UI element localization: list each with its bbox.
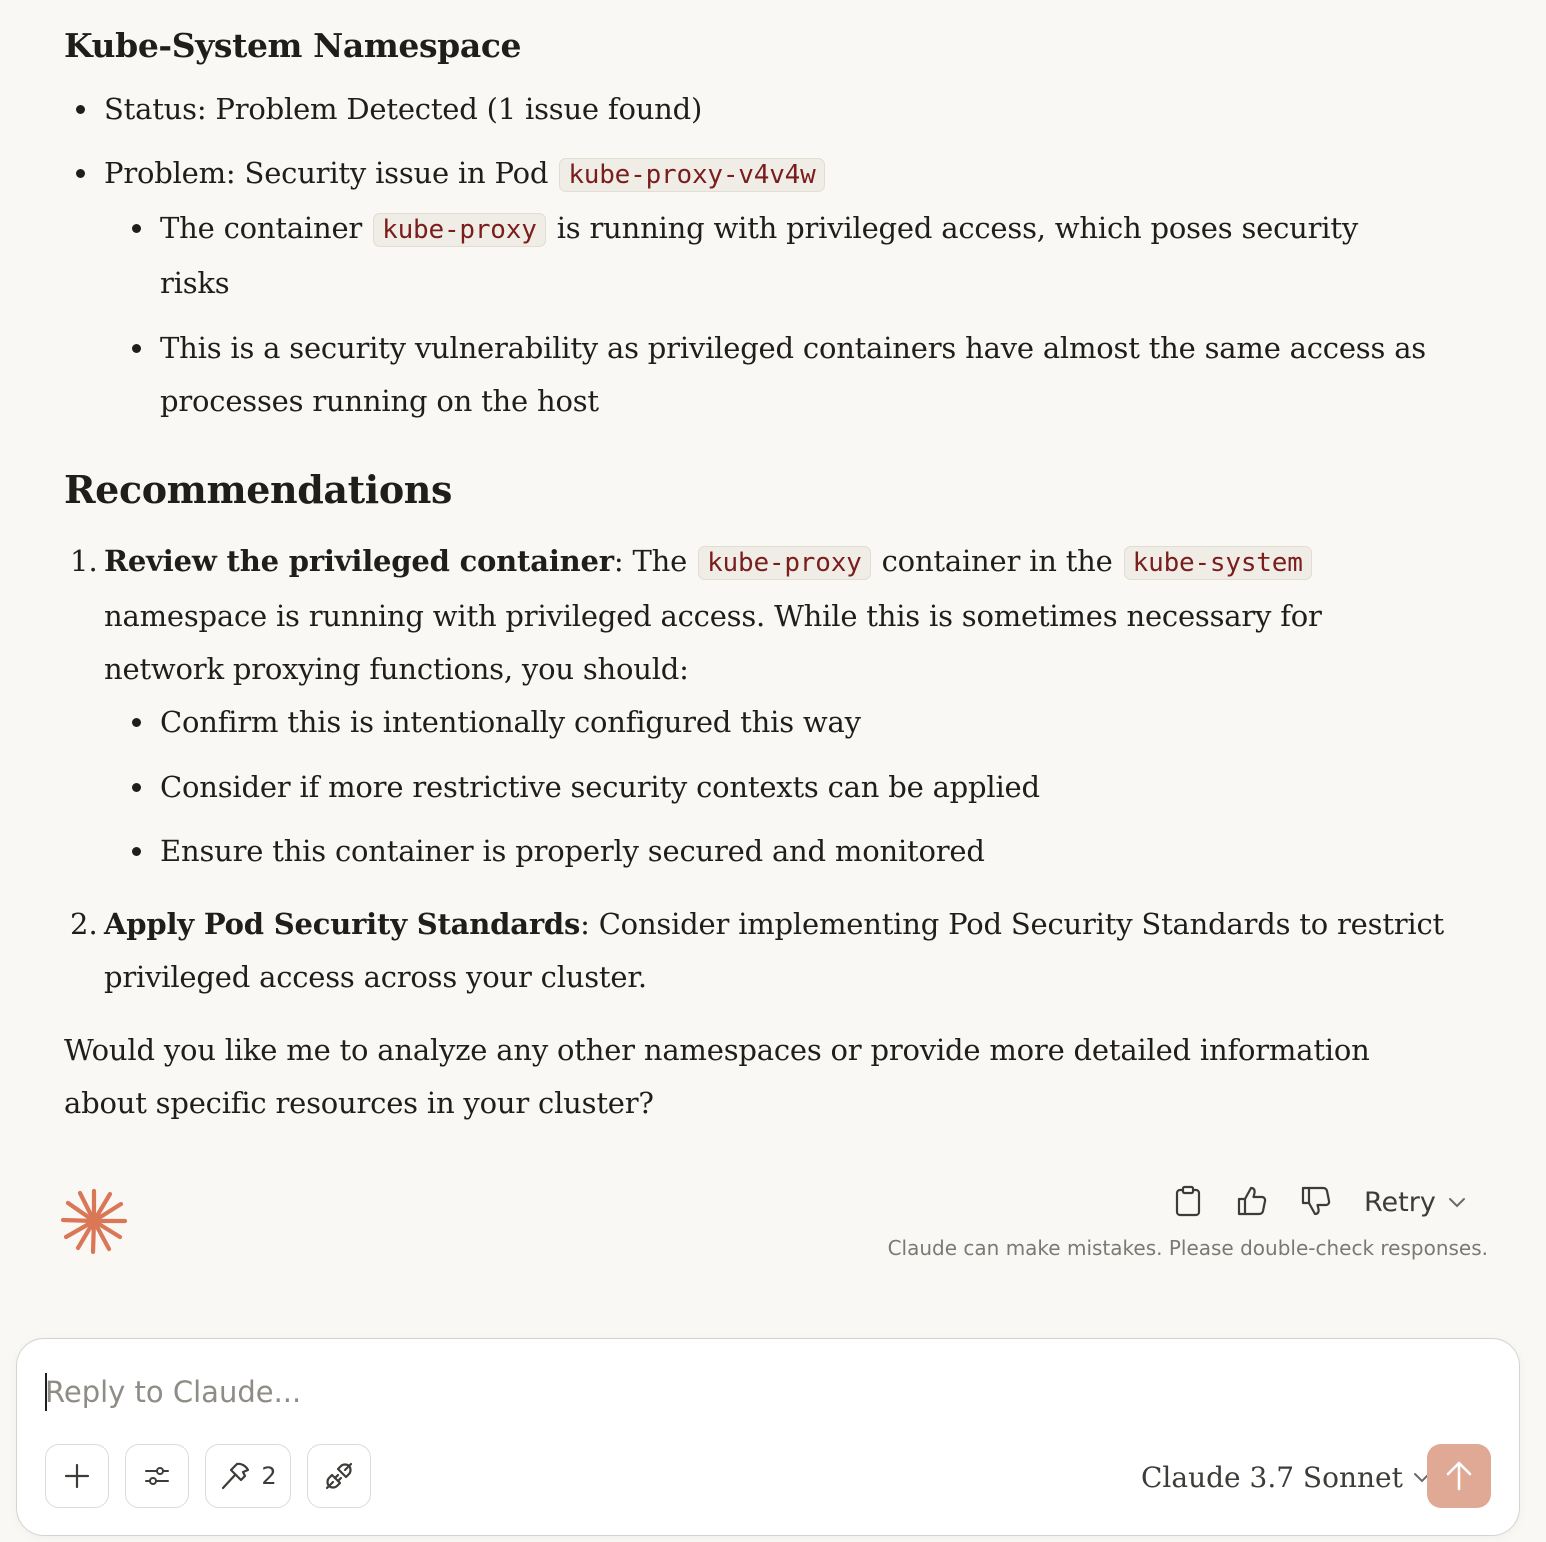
clipboard-icon: [1174, 1185, 1202, 1217]
send-button[interactable]: [1427, 1444, 1491, 1508]
add-attachment-button[interactable]: [45, 1444, 109, 1508]
arrow-up-icon: [1445, 1461, 1473, 1491]
rec1-bullet: Ensure this container is properly secured and monitored: [160, 834, 985, 868]
rec1-code-namespace: kube-system: [1124, 546, 1312, 580]
sub1-prefix: The container: [160, 211, 372, 245]
kube-system-heading: Kube-System Namespace: [64, 26, 522, 65]
tools-count: 2: [261, 1462, 277, 1490]
sliders-icon: [144, 1464, 170, 1488]
rec1-bullet: Confirm this is intentionally configured this way: [160, 705, 861, 739]
sub-bullet-1-line2: risks: [160, 266, 230, 300]
model-selector[interactable]: [1141, 1457, 1431, 1497]
copy-button[interactable]: [1171, 1184, 1205, 1218]
rec2-line2: privileged access across your cluster.: [104, 960, 647, 994]
reply-composer: [16, 1338, 1520, 1536]
bullet: [76, 105, 85, 114]
sub-bullet-2-line1: This is a security vulnerability as privileged containers have almost the same access as: [160, 331, 1426, 365]
disclaimer-text: Claude can make mistakes. Please double-check responses.: [887, 1236, 1488, 1260]
rec1-line2: namespace is running with privileged access. While this is sometimes necessary for: [104, 599, 1322, 633]
bullet: [132, 718, 141, 727]
status-line: Status: Problem Detected (1 issue found): [104, 92, 703, 126]
thumbs-down-button[interactable]: [1299, 1184, 1333, 1218]
thumbs-up-icon: [1236, 1185, 1268, 1217]
recommendations-heading: Recommendations: [64, 467, 453, 512]
closing-line1: Would you like me to analyze any other namespaces or provide more detailed information: [64, 1033, 1370, 1067]
chevron-down-icon: [1448, 1196, 1466, 1208]
rec1-code-proxy: kube-proxy: [698, 546, 871, 580]
integrations-button[interactable]: [307, 1444, 371, 1508]
rec1-text1: : The: [613, 544, 697, 578]
claude-logo-icon: [60, 1187, 128, 1255]
closing-line2: about specific resources in your cluster?: [64, 1086, 654, 1120]
rec1-bullet: Consider if more restrictive security contexts can be applied: [160, 770, 1040, 804]
plus-icon: [64, 1463, 90, 1489]
reply-input[interactable]: [45, 1369, 1445, 1415]
problem-prefix: Problem: Security issue in Pod: [104, 156, 558, 190]
model-name: Claude 3.7 Sonnet: [1141, 1460, 1403, 1494]
bullet: [76, 169, 85, 178]
thumbs-down-icon: [1300, 1185, 1332, 1217]
list-number: 2.: [70, 907, 98, 941]
sub1-suffix: is running with privileged access, which poses security: [547, 211, 1359, 245]
rec2-text: : Consider implementing Pod Security Standards to restrict: [580, 907, 1445, 941]
bullet: [132, 783, 141, 792]
rec1-line3: network proxying functions, you should:: [104, 652, 689, 686]
sub-bullet-1-line1: [160, 208, 1358, 250]
tools-button[interactable]: [205, 1444, 291, 1508]
bullet: [132, 847, 141, 856]
list-number: 1.: [70, 544, 98, 578]
pod-name-code: kube-proxy-v4v4w: [559, 158, 824, 192]
bullet: [132, 344, 141, 353]
retry-label: Retry: [1364, 1186, 1436, 1218]
rec1-line1: [104, 541, 1314, 583]
container-code: kube-proxy: [373, 213, 546, 247]
thumbs-up-button[interactable]: [1235, 1184, 1269, 1218]
bullet: [132, 224, 141, 233]
problem-line: [104, 153, 827, 195]
hammer-icon: [219, 1461, 251, 1491]
rec2-title: Apply Pod Security Standards: [104, 907, 581, 941]
rec1-title: Review the privileged container: [104, 544, 614, 578]
retry-button[interactable]: [1364, 1184, 1466, 1220]
settings-button[interactable]: [125, 1444, 189, 1508]
sub-bullet-2-line2: processes running on the host: [160, 384, 599, 418]
rec2-line1: [104, 904, 1444, 944]
rec1-text2: container in the: [872, 544, 1122, 578]
plug-icon: [324, 1461, 354, 1491]
